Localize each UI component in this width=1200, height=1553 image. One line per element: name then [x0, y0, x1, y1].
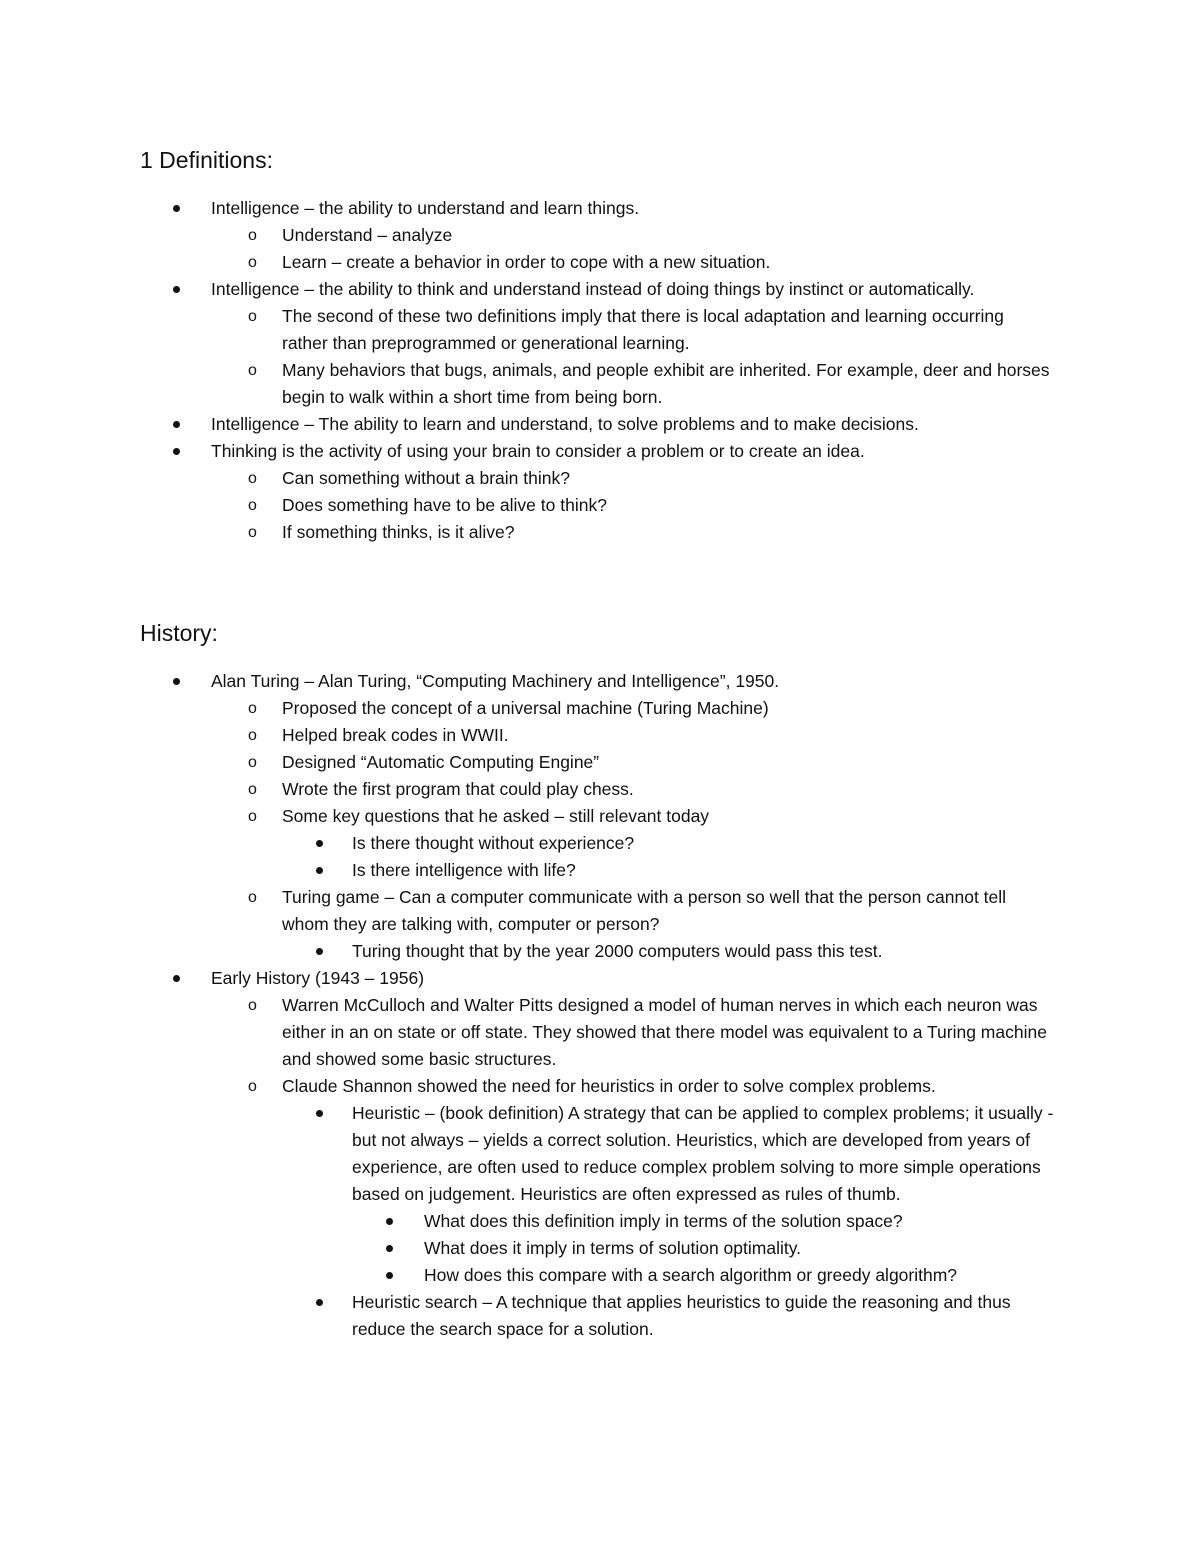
list-item-text: Intelligence – the ability to think and understand instead of doing things by instinct or automatically. — [211, 279, 975, 299]
hollow-bullet-icon: o — [248, 524, 257, 541]
list-item — [248, 884, 1052, 965]
hollow-bullet-icon: o — [248, 254, 257, 271]
list-item-text: Early History (1943 – 1956) — [211, 968, 425, 988]
section-heading: History: — [140, 620, 218, 646]
list-item — [248, 1073, 1054, 1343]
list-item-text: Proposed the concept of a universal machine (Turing Machine) — [282, 698, 769, 718]
hollow-bullet-icon: o — [248, 727, 257, 744]
list-item-text: Alan Turing – Alan Turing, “Computing Machinery and Intelligence”, 1950. — [211, 671, 780, 691]
list-item — [211, 668, 1061, 965]
hollow-bullet-icon: o — [248, 808, 257, 825]
bullet-dot-icon — [173, 965, 180, 992]
hollow-bullet-icon: o — [248, 470, 257, 487]
bullet-dot-icon — [386, 1208, 393, 1235]
list-item — [248, 519, 1052, 546]
bullet-dot-icon — [173, 195, 180, 222]
bullet-list-level-3 — [282, 830, 1052, 884]
list-item-text: How does this compare with a search algorithm or greedy algorithm? — [424, 1265, 958, 1285]
bullet-list-level-2 — [211, 695, 1061, 965]
list-item-text: Intelligence – the ability to understand and learn things. — [211, 198, 640, 218]
hollow-bullet-icon: o — [248, 362, 257, 379]
list-item — [211, 276, 1061, 411]
hollow-bullet-icon: o — [248, 227, 257, 244]
bullet-list-level-2 — [211, 992, 1061, 1343]
hollow-bullet-icon: o — [248, 497, 257, 514]
list-item-text: Warren McCulloch and Walter Pitts designed a model of human nerves in which each neuron was either in an on state or off state. They showed that there model was equivalent to a Turing machine and showed some basic structures. — [282, 995, 1047, 1069]
list-item-text: Learn – create a behavior in order to cope with a new situation. — [282, 252, 771, 272]
list-item-text: If something thinks, is it alive? — [282, 522, 515, 542]
list-item-text: Claude Shannon showed the need for heuristics in order to solve complex problems. — [282, 1076, 936, 1096]
list-item-text: Understand – analyze — [282, 225, 453, 245]
bullet-list-level-3 — [282, 938, 1052, 965]
hollow-bullet-icon: o — [248, 889, 257, 906]
list-item-text: Can something without a brain think? — [282, 468, 570, 488]
list-item — [352, 938, 1062, 965]
list-item — [248, 492, 1052, 519]
list-item — [248, 992, 1052, 1073]
section-body — [0, 668, 1200, 1343]
list-item — [352, 857, 1062, 884]
hollow-bullet-icon: o — [248, 700, 257, 717]
list-item — [248, 303, 1052, 357]
list-item — [424, 1208, 1054, 1235]
list-item — [248, 357, 1052, 411]
list-item — [248, 749, 1052, 776]
bullet-dot-icon — [173, 276, 180, 303]
list-item — [352, 1289, 1062, 1343]
hollow-bullet-icon: o — [248, 308, 257, 325]
list-item — [211, 411, 1061, 438]
bullet-list-level-4 — [352, 1208, 1062, 1289]
list-item-text: Many behaviors that bugs, animals, and people exhibit are inherited. For example, deer and horses begin to walk within a short time from being born. — [282, 360, 1050, 407]
list-item — [248, 222, 1052, 249]
bullet-list-level-2 — [211, 222, 1061, 276]
bullet-dot-icon — [316, 1289, 323, 1316]
bullet-dot-icon — [316, 1100, 323, 1127]
list-item-text: Heuristic search – A technique that applies heuristics to guide the reasoning and thus reduce the search space for a solution. — [352, 1292, 1011, 1339]
list-item — [352, 830, 1062, 857]
bullet-dot-icon — [173, 668, 180, 695]
list-item — [211, 965, 1061, 1343]
bullet-dot-icon — [386, 1262, 393, 1289]
bullet-dot-icon — [316, 938, 323, 965]
list-item-text: Heuristic – (book definition) A strategy that can be applied to complex problems; it usually - but not always – yields a correct solution. Heuristics, which are developed from years of experience, are often used to reduce complex problem solving to more simple operations based on judgement. Heuristics are often expressed as rules of thumb. — [352, 1103, 1054, 1204]
list-item-text: What does it imply in terms of solution optimality. — [424, 1238, 802, 1258]
list-item — [248, 776, 1052, 803]
hollow-bullet-icon: o — [248, 781, 257, 798]
list-item-text: Intelligence – The ability to learn and understand, to solve problems and to make decisions. — [211, 414, 919, 434]
list-item-text: Is there intelligence with life? — [352, 860, 576, 880]
list-item-text: Designed “Automatic Computing Engine” — [282, 752, 600, 772]
list-item-text: Turing game – Can a computer communicate with a person so well that the person cannot tell whom they are talking with, computer or person? — [282, 887, 1007, 934]
list-item — [248, 695, 1052, 722]
bullet-list-level-2 — [211, 303, 1061, 411]
hollow-bullet-icon: o — [248, 997, 257, 1014]
bullet-dot-icon — [316, 830, 323, 857]
bullet-dot-icon — [316, 857, 323, 884]
hollow-bullet-icon: o — [248, 1078, 257, 1095]
list-item-text: Thinking is the activity of using your brain to consider a problem or to create an idea. — [211, 441, 865, 461]
section-body — [0, 195, 1200, 546]
bullet-dot-icon — [386, 1235, 393, 1262]
bullet-dot-icon — [173, 438, 180, 465]
bullet-list-level-2 — [211, 465, 1061, 546]
list-item — [248, 249, 1052, 276]
bullet-list-level-1 — [0, 668, 1200, 1343]
hollow-bullet-icon: o — [248, 754, 257, 771]
bullet-list-level-3 — [282, 1100, 1052, 1343]
section-heading: 1 Definitions: — [140, 147, 273, 173]
list-item — [248, 465, 1052, 492]
list-item-text: What does this definition imply in terms of the solution space? — [424, 1211, 903, 1231]
bullet-dot-icon — [173, 411, 180, 438]
list-item — [211, 438, 1061, 546]
list-item — [248, 722, 1052, 749]
list-item — [424, 1262, 1054, 1289]
list-item-text: Wrote the first program that could play chess. — [282, 779, 634, 799]
list-item-text: The second of these two definitions imply that there is local adaptation and learning occurring rather than preprogrammed or generational learning. — [282, 306, 1004, 353]
list-item-text: Some key questions that he asked – still relevant today — [282, 806, 710, 826]
list-item — [248, 803, 1052, 884]
bullet-list-level-1 — [0, 195, 1200, 546]
list-item-text: Is there thought without experience? — [352, 833, 635, 853]
list-item-text: Turing thought that by the year 2000 computers would pass this test. — [352, 941, 883, 961]
list-item-text: Helped break codes in WWII. — [282, 725, 509, 745]
list-item — [424, 1235, 1054, 1262]
list-item — [211, 195, 1061, 276]
list-item — [352, 1100, 1062, 1289]
list-item-text: Does something have to be alive to think? — [282, 495, 607, 515]
